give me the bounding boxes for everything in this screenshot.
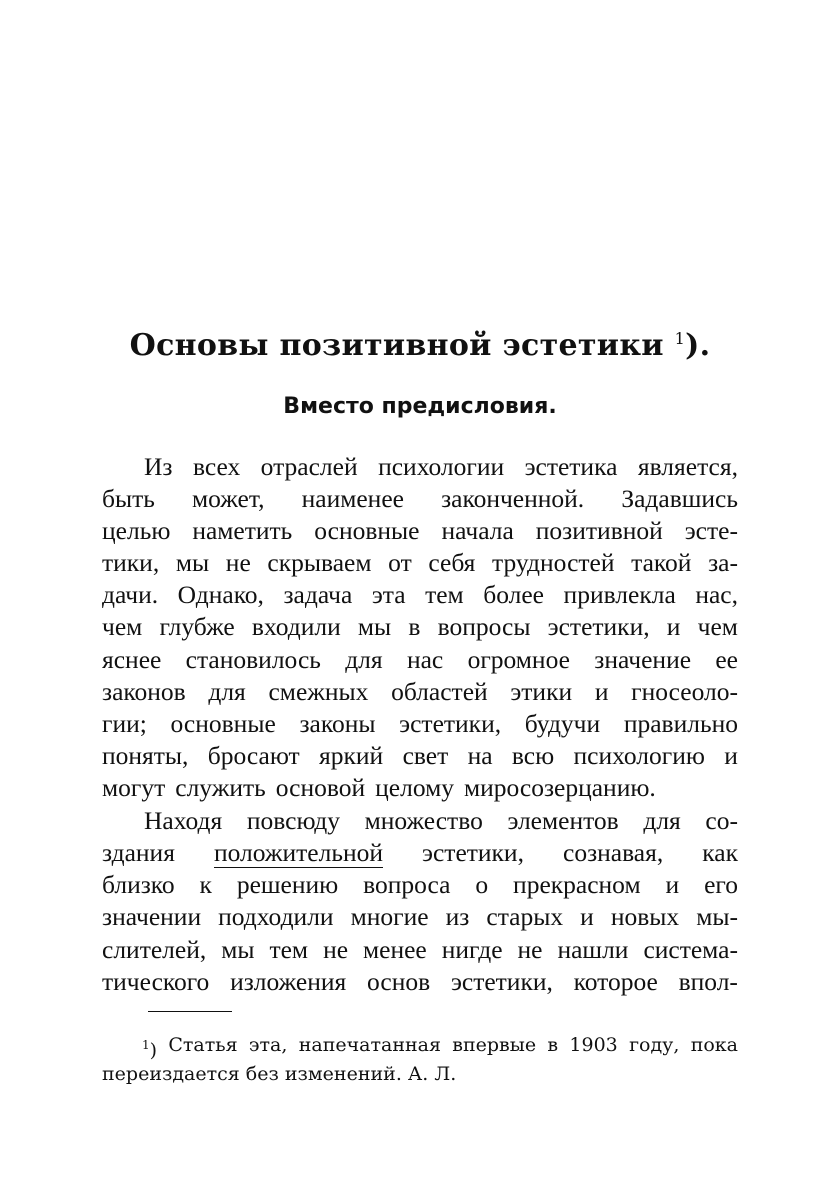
word: тики, [102,548,160,577]
word: к [199,870,212,899]
word: и [724,741,738,770]
word: эстетики, [547,612,650,641]
word: и [580,902,594,931]
word: менее [363,935,427,964]
word: значении [102,902,202,931]
word: для [643,806,681,835]
word: его [704,870,738,899]
word: психологии [378,452,505,481]
word: такой [631,548,692,577]
body-line [102,677,738,707]
title-end: ). [685,328,711,363]
word: эстетики, [399,709,502,738]
word: нас [406,645,444,674]
word: основные [170,709,276,738]
word: мы [357,612,392,641]
word: бросают [207,741,300,770]
word: ее [715,645,738,674]
word: Из [144,452,173,481]
word: из [445,902,470,931]
word: огромное [467,645,570,674]
footnote-marker: 1 [142,1038,150,1052]
word: трудностей [492,548,615,577]
word: Задавшись [621,484,738,513]
word: 1903 [569,1034,618,1056]
word: может, [192,484,265,513]
word: всех [192,452,241,481]
word: областей [391,677,488,706]
word: которое [573,967,658,996]
word: изложения [230,967,347,996]
word: гии; [102,709,147,738]
body-line [102,773,738,803]
word: наименее [301,484,404,513]
word: наметить [192,516,293,545]
word: миросозерцанию. [463,773,656,802]
footnote-line-1 [102,1032,738,1062]
subtitle: Вместо предисловия. [283,394,557,419]
word: отраслей [260,452,358,481]
word: тем [425,580,464,609]
body-line [102,709,738,739]
word: могут [102,773,166,802]
body-line [102,935,738,965]
word: смежных [268,677,369,706]
word: за- [708,548,738,577]
word: психологию [573,741,705,770]
word: и [666,612,681,641]
word: вопроса [363,870,451,899]
word: о [475,870,489,899]
word: множество [364,806,483,835]
body-line [102,452,738,482]
word: этики [510,677,573,706]
word: многие [350,902,429,931]
word: не [323,935,349,964]
body-line [102,645,738,675]
word: решению [236,870,339,899]
word: начала [441,516,514,545]
word: глубже [159,612,235,641]
word: основ [367,967,431,996]
word: нашли [557,935,629,964]
word: законы [299,709,376,738]
footnote-line-2: переиздается без изменений. А. Л. [102,1063,457,1085]
body-line [102,870,738,900]
word: со- [705,806,738,835]
word: в [547,1034,559,1056]
word: правильно [623,709,738,738]
word: значение [594,645,692,674]
word: быть [102,484,155,513]
word: становилось [185,645,321,674]
word: сознавая, [563,838,664,867]
word: чем [102,612,143,641]
word: тем [269,935,309,964]
word: для [345,645,383,674]
word: основные [314,516,420,545]
body-line [102,838,738,868]
word: законов [102,677,186,706]
word: для [208,677,246,706]
article-title [100,328,740,363]
word: эта [371,580,406,609]
body-line [102,741,738,771]
word: году, [629,1034,680,1056]
word: позитивной [535,516,663,545]
word: слителей, [102,935,207,964]
body-line [102,612,738,642]
body-line [102,967,738,997]
word: чем [697,612,738,641]
word: не [225,548,251,577]
word: Однако, [177,580,264,609]
word: нигде [441,935,503,964]
word: от [388,548,412,577]
word: эсте- [684,516,738,545]
word: эстетики, [422,838,524,867]
word: поняты, [102,741,189,770]
word: здания [102,838,175,867]
word: задача [283,580,353,609]
word: свет [402,741,449,770]
word: эстетика [524,452,618,481]
word: законченной. [441,484,585,513]
word: Находя [144,806,223,835]
word: напечатанная [298,1034,441,1056]
word: в [408,612,421,641]
word: подходили [218,902,334,931]
word: впол- [678,967,738,996]
footnote-rule [148,1011,232,1012]
word: эта, [248,1034,288,1056]
word: как [702,838,738,867]
word: вопросы [437,612,531,641]
word: мы- [696,902,738,931]
word: яснее [102,645,162,674]
body-line [102,548,738,578]
word: старых [486,902,564,931]
word: прекрасном [513,870,641,899]
word: близко [102,870,175,899]
word: новых [610,902,680,931]
word: скрываем [267,548,372,577]
word: всю [511,741,555,770]
word: впервые [452,1034,537,1056]
word: элементов [507,806,619,835]
title-text: Основы позитивной эстетики [129,328,664,363]
word: будучи [524,709,601,738]
word: и [594,677,609,706]
word: входили [251,612,341,641]
word: и [665,870,680,899]
body-line [102,806,738,836]
word: положительной [213,838,383,867]
title-footnote-marker[interactable]: 1 [674,329,686,348]
word: дачи. [102,580,159,609]
word: служить [175,773,266,802]
body-line [102,580,738,610]
word: мы [175,548,210,577]
word: себя [428,548,476,577]
word: гносеоло- [631,677,738,706]
body-line [102,902,738,932]
word: эстетики, [450,967,553,996]
word: тического [102,967,210,996]
word: мы [221,935,255,964]
word: пока [690,1034,738,1056]
word: яркий [319,741,384,770]
word: $^1$) [142,1038,158,1062]
word: Статья [168,1034,238,1056]
word: основой [275,773,366,802]
word: более [483,580,544,609]
body-line [102,484,738,514]
word: система- [643,935,738,964]
word: на [467,741,493,770]
word: не [517,935,543,964]
word: целью [102,516,171,545]
word: привлекла [563,580,676,609]
word: нас, [695,580,738,609]
word: повсюду [246,806,340,835]
word: является, [637,452,738,481]
word: целому [375,773,454,802]
body-line [102,516,738,546]
